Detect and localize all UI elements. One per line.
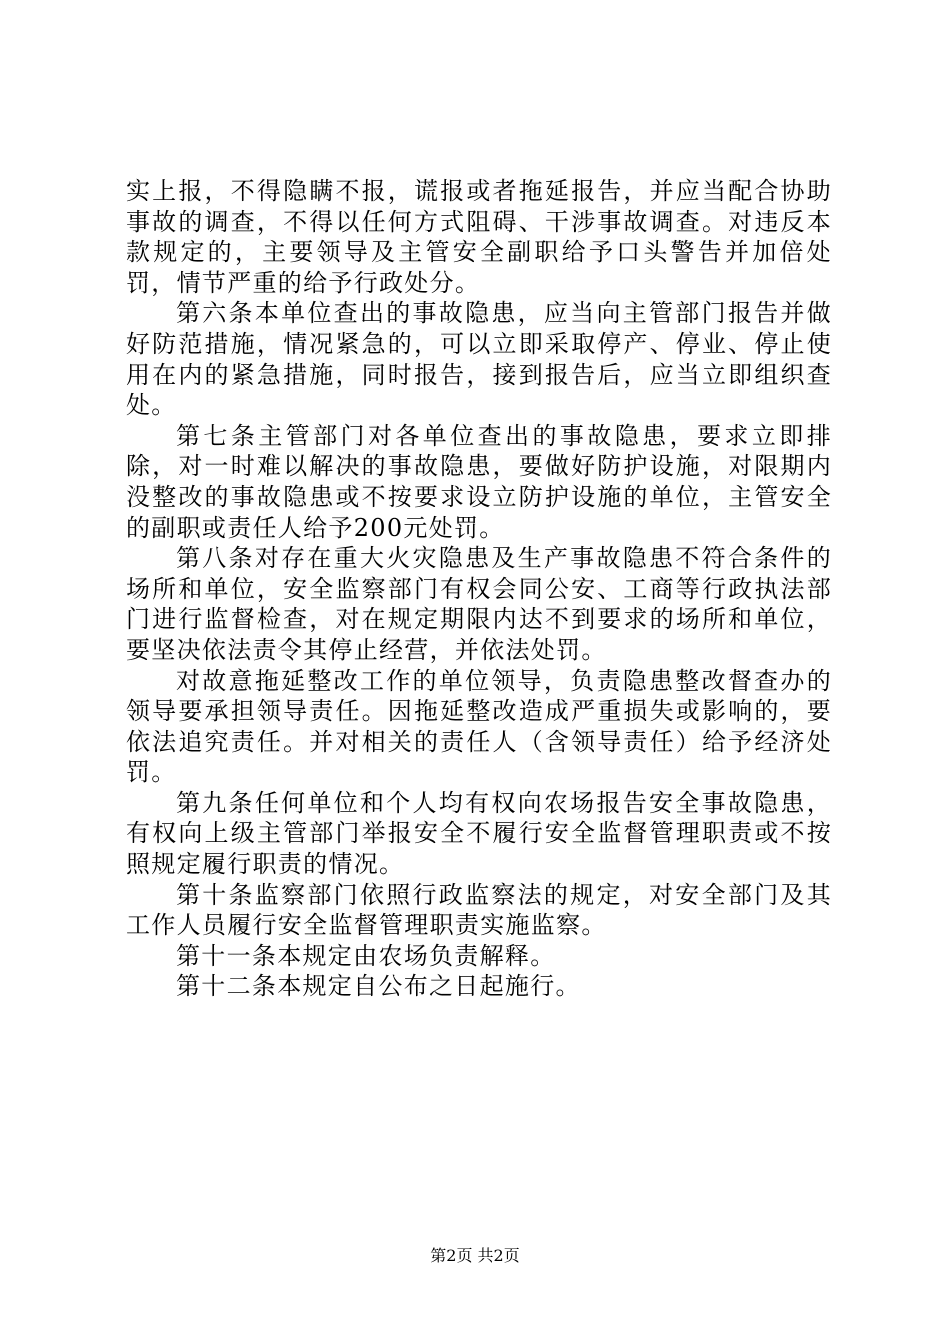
paragraph-continuation: 实上报，不得隐瞒不报，谎报或者拖延报告，并应当配合协助事故的调查，不得以任何方式阻碍、干涉事故调查。对违反本款规定的，主要领导及主管安全副职给予口头警告并加倍处罚，情节严重的给予行政处分。 [126, 177, 832, 297]
page-number-label: 第2页 共2页 [430, 1246, 520, 1265]
paragraph-article-11: 第十一条本规定由农场负责解释。 [176, 941, 556, 970]
paragraph-article-6: 第六条本单位查出的事故隐患，应当向主管部门报告并做好防范措施，情况紧急的，可以立即采取停产、停业、停止使用在内的紧急措施，同时报告，接到报告后，应当立即组织查处。 [126, 299, 832, 420]
paragraph-article-12: 第十二条本规定自公布之日起施行。 [176, 972, 581, 1001]
document-body [126, 176, 832, 1002]
paragraph-article-9: 第九条任何单位和个人均有权向农场报告安全事故隐患，有权向上级主管部门举报安全不履行安全监督管理职责或不按照规定履行职责的情况。 [126, 788, 832, 879]
paragraph-article-8: 第八条对存在重大火灾隐患及生产事故隐患不符合条件的场所和单位，安全监察部门有权会同公安、工商等行政执法部门进行监督检查，对在规定期限内达不到要求的场所和单位，要坚决依法责令其停止经营，并依法处罚。 [126, 544, 832, 664]
paragraph-article-8-delay: 对故意拖延整改工作的单位领导，负责隐患整改督查办的领导要承担领导责任。因拖延整改造成严重损失或影响的，要依法追究责任。并对相关的责任人（含领导责任）给予经济处罚。 [126, 666, 832, 787]
page-footer [0, 1246, 950, 1266]
paragraph-article-10: 第十条监察部门依照行政监察法的规定，对安全部门及其工作人员履行安全监督管理职责实施监察。 [126, 880, 832, 940]
paragraph-article-7: 第七条主管部门对各单位查出的事故隐患，要求立即排除，对一时难以解决的事故隐患，要做好防护设施，对限期内没整改的事故隐患或不按要求设立防护设施的单位，主管安全的副职或责任人给予200元处罚。 [126, 421, 832, 542]
